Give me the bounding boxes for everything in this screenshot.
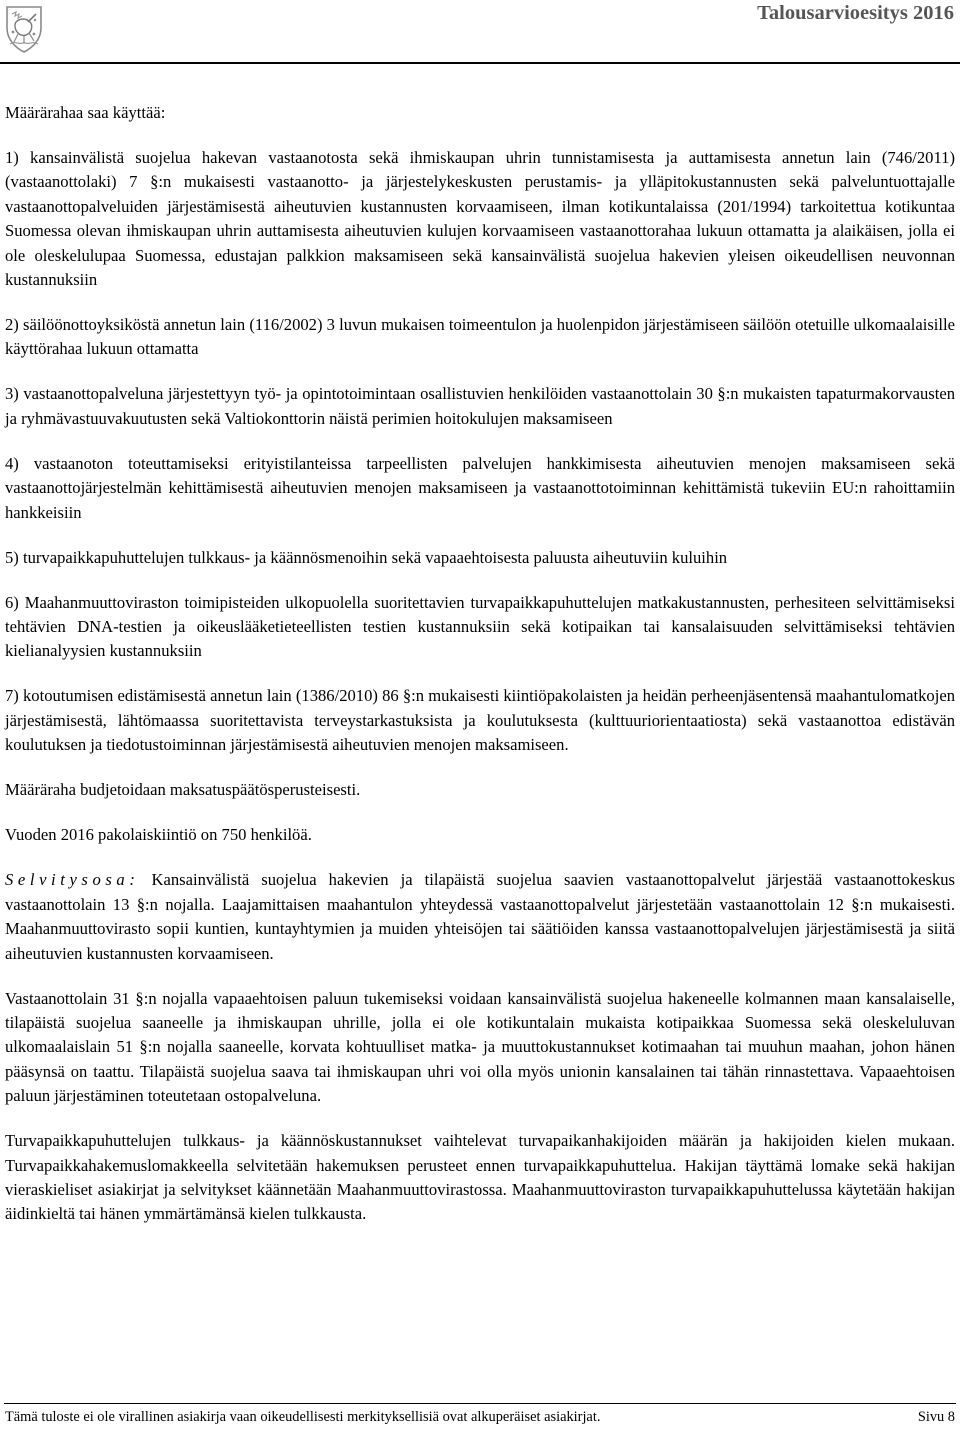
- list-item-4: 4) vastaanoton toteuttamiseksi erityistilanteissa tarpeellisten palvelujen hankkimisesta aiheutuvien menojen maksamiseen sekä vastaanottojärjestelmän kehittämisestä aiheutuvien menojen maksamiseen ja vastaanottotoiminnan kehittämistä tukeviin EU:n rahoittamiin hankkeisiin: [5, 453, 955, 522]
- intro-text: Määrärahaa saa käyttää:: [5, 103, 166, 122]
- list-item-2: 2) säilöönottoyksiköstä annetun lain (116/2002) 3 luvun mukaisen toimeentulon ja huolenpidon järjestämiseen säilöön otetuille ulkomaalaisille käyttörahaa lukuun ottamatta: [5, 315, 955, 359]
- voluntary-return-paragraph: Vastaanottolain 31 §:n nojalla vapaaehtoisen paluun tukemiseksi voidaan kansainvälistä suojelua hakeneelle kolmannen maan kansalaiselle, tilapäistä suojelua saaneelle ja ihmiskaupan uhrille, jolla ei ole kotikuntalain mukaista kotipaikkaa Suomessa sekä oleskeluluvan ulkomaalaislain 51 §:n nojalla saaneelle, korvata kohtuulliset matka- ja muuttokustannukset kotimaahan tai muuhun maahan, johon hänen pääsynsä on taattu. Tilapäistä suojelua saava tai ihmiskaupan uhri voi olla myös unionin kansalainen tai tähän rinnastettava. Vapaaehtoisen paluun järjestäminen toteutetaan ostopalveluna.: [5, 988, 955, 1106]
- quota-note: Vuoden 2016 pakolaiskiintiö on 750 henkilöä.: [5, 825, 312, 845]
- footer-divider: [4, 1403, 956, 1404]
- list-item-1: 1) kansainvälistä suojelua hakevan vastaanotosta sekä ihmiskaupan uhrin tunnistamisesta ja auttamisesta annetun lain (746/2011) (vastaanottolaki) 7 §:n mukaisesti vastaanotto- ja järjestelykeskusten perustamis- ja ylläpitokustannusten sekä palveluntuottajalle vastaanottopalveluiden järjestämisestä aiheutuvien kustannusten korvaamiseen, ilman kotikuntalaissa (201/1994) tarkoitettua kotikuntaa Suomessa olevan ihmiskaupan uhrin auttamisesta aiheutuvien kulujen korvaamiseen vastaanottorahaa lukuun ottamatta ja alaikäisen, jolla ei ole oleskelulupaa Suomessa, edustajan palkkion maksamiseen sekä kansainvälistä suojelua hakevien yleisen oikeudellisen neuvonnan kustannuksiin: [5, 148, 955, 290]
- interpretation-paragraph: Turvapaikkapuhuttelujen tulkkaus- ja käännöskustannukset vaihtelevat turvapaikanhakijoiden määrän ja hakijoiden kielen mukaan. Turvapaikkahakemuslomakkeella selvitetään hakemuksen perusteet ennen turvapaikkapuhuttelua. Hakijan täyttämä lomake sekä hakijan vieraskieliset asiakirjat ja selvitykset käännetään Maahanmuuttovirastossa. Maahanmuuttoviraston turvapaikkapuhuttelussa käytetään hakijan äidinkieltä tai hänen ymmärtämänsä kielen tulkkausta.: [5, 1131, 955, 1224]
- explanation-paragraph: [5, 868, 955, 966]
- header-divider: [0, 62, 960, 64]
- list-item-5: 5) turvapaikkapuhuttelujen tulkkaus- ja käännösmenoihin sekä vapaaehtoisesta paluusta aiheutuviin kuluihin: [5, 547, 728, 567]
- list-item-3: 3) vastaanottopalveluna järjestettyyn työ- ja opintotoimintaan osallistuvien henkilöiden vastaanottolain 30 §:n mukaisten tapaturmakorvausten ja ryhmävastuuvakuutusten sekä Valtiokonttorin näistä perimien hoitokulujen maksamiseen: [5, 384, 955, 428]
- document-title: Talousarvioesitys 2016: [757, 2, 954, 24]
- document-body: [5, 101, 955, 1247]
- page-header: [0, 0, 960, 66]
- finnish-coat-of-arms-icon: [4, 4, 44, 54]
- page-number: Sivu 8: [917, 1409, 955, 1425]
- explanation-text: Kansainvälistä suojelua hakevien ja tilapäistä suojelua saavien vastaanottopalvelut järjestää vastaanottokeskus vastaanottolain 13 §:n nojalla. Laajamittaisen maahantulon yhteydessä vastaanottopalvelut järjestetään vastaanottolain 12 §:n mukaisesti. Maahanmuuttovirasto sopii kuntien, kuntayhtymien ja muiden yhteisöjen tai säätiöiden kanssa vastaanottopalvelujen järjestämisestä ja siitä aiheutuvien kustannusten korvaamiseen.: [5, 870, 955, 963]
- list-item-7: 7) kotoutumisen edistämisestä annetun lain (1386/2010) 86 §:n mukaisesti kiintiöpakolaisten ja heidän perheenjäsentensä maahantulomatkojen järjestämisestä, lähtömaassa suoritettavista terveystarkastuksista ja koulutuksesta (kulttuuriorientaatiosta) sekä vastaanottoa edistävän koulutuksen ja tiedotustoiminnan järjestämisestä aiheutuvien menojen maksamiseen.: [5, 686, 955, 755]
- explanation-label: Selvitysosa:: [5, 870, 140, 890]
- footer-disclaimer: Tämä tuloste ei ole virallinen asiakirja vaan oikeudellisesti merkityksellisiä ovat alkuperäiset asiakirjat.: [5, 1409, 601, 1425]
- budget-note: Määräraha budjetoidaan maksatuspäätösperusteisesti.: [5, 780, 361, 800]
- list-item-6: 6) Maahanmuuttoviraston toimipisteiden ulkopuolella suoritettavien turvapaikkapuhuttelujen matkakustannusten, perhesiteen selvittämiseksi tehtävien DNA-testien ja oikeuslääketieteellisten testien kustannuksiin sekä kotipaikan tai kansalaisuuden selvittämiseksi tehtävien kielianalyysien kustannuksiin: [5, 592, 955, 661]
